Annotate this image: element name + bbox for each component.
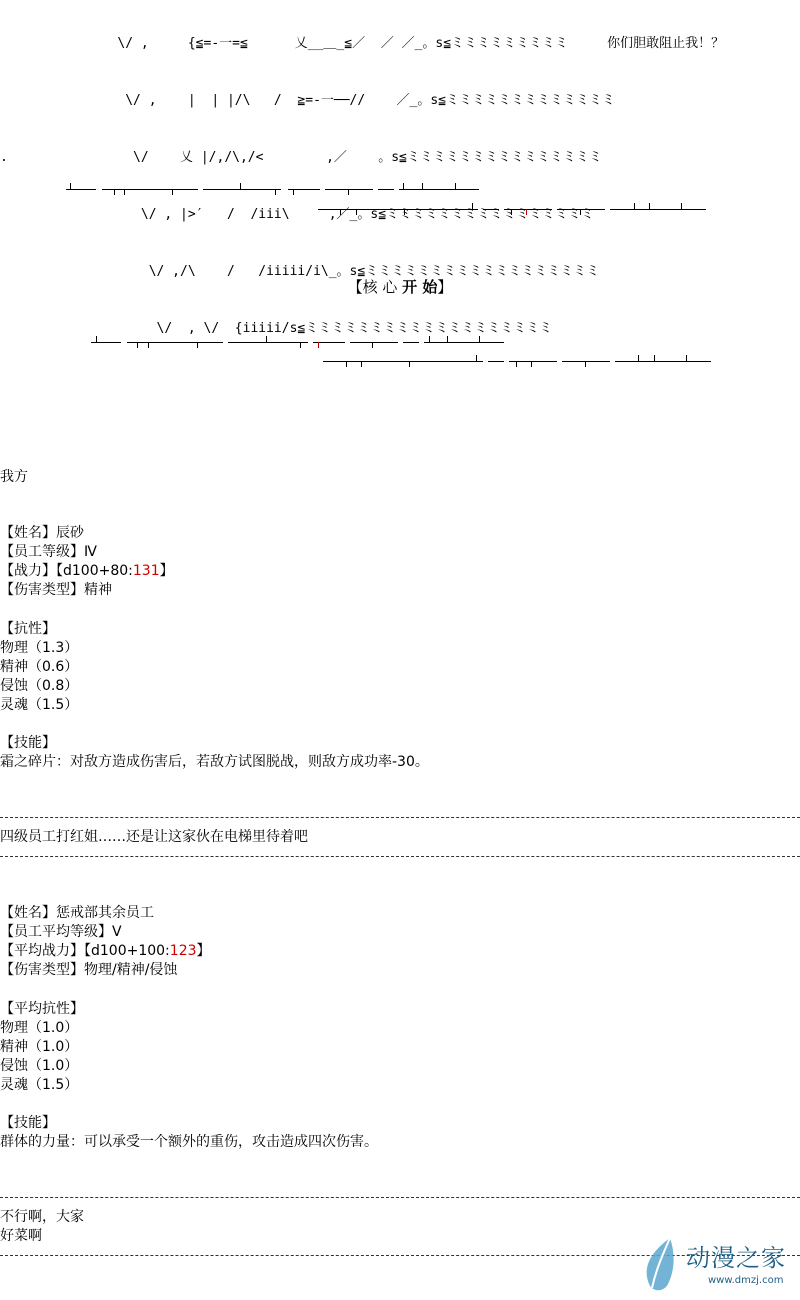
ally-power-label: 【战力】 — [0, 563, 56, 579]
ally-power-row — [0, 562, 174, 581]
ally-level: Ⅳ — [84, 544, 97, 560]
ascii-art-line: \/ , |>′ / /iii\ ,／_。s≦ミミミミミミミミミミミミミミミミ — [0, 207, 595, 222]
dashed-divider — [0, 817, 800, 818]
banner-start: 开 始 — [402, 278, 438, 296]
core-start-banner — [0, 277, 800, 297]
dashed-divider — [0, 856, 800, 857]
ally-skill-title: 【技能】 — [0, 735, 56, 751]
banner-close: 】 — [437, 278, 453, 296]
ascii-art-line: \/ , | | |/\ / ≧=-一──// ／_。s≦ミミミミミミミミミミミミミ — [0, 93, 615, 108]
ally-skill: 霜之碎片：对敌方造成伤害后，若敌方试图脱战，则敌方成功率-30。 — [0, 754, 429, 770]
enemy-name-row — [0, 904, 154, 923]
ascii-art-line: \/ ,/\ / /iiiii/i\_。s≦ミミミミミミミミミミミミミミミミミミ — [0, 264, 600, 279]
dashed-divider — [0, 1197, 800, 1198]
enemy-resist-item: 精神（1.0） — [0, 1039, 79, 1055]
enemy-power-row — [0, 942, 211, 961]
enemy-name: 惩戒部其余员工 — [56, 905, 154, 921]
comment-2-line-2: 好菜啊 — [0, 1228, 42, 1244]
enemy-power-label: 【平均战力】 — [0, 943, 84, 959]
banner-open: 【 — [347, 278, 363, 296]
ascii-art-line: \/ , {≦=‐一=≦ 乂__＿_≦／ ／ ／_。s≦ミミミミミミミミミ 你们胆敢阻止我！？ — [0, 36, 725, 51]
ascii-art-line: \/ , \/ {iiiii/s≦ミミミミミミミミミミミミミミミミミミミ — [0, 321, 553, 336]
ally-damage-type: 精神 — [84, 582, 112, 598]
banner-core: 核 心 — [362, 278, 403, 296]
ally-resist-item: 侵蚀（0.8） — [0, 678, 79, 694]
enemy-skill: 群体的力量：可以承受一个额外的重伤，攻击造成四次伤害。 — [0, 1134, 378, 1150]
enemy-power-value: 123 — [169, 943, 197, 959]
enemy-level-label: 【员工平均等级】 — [0, 924, 112, 940]
ascii-art-line: . \/ 乂 |/,/\,/< ,／ 。s≦ミミミミミミミミミミミミミミミ — [0, 150, 602, 165]
enemy-level: Ⅴ — [112, 924, 122, 940]
watermark-text: 动漫之家 — [686, 1244, 786, 1272]
comment-2-line-1: 不行啊，大家 — [0, 1209, 84, 1225]
ally-damage-row — [0, 581, 112, 600]
enemy-name-label: 【姓名】 — [0, 905, 56, 921]
ascii-art — [0, 0, 800, 357]
comment-1: 四级员工打红姐……还是让这家伙在电梯里待着吧 — [0, 829, 308, 845]
ally-resist-item: 灵魂（1.5） — [0, 697, 79, 713]
ally-name: 辰砂 — [56, 525, 84, 541]
watermark-url: www.dmzj.com — [708, 1275, 784, 1286]
enemy-damage-label: 【伤害类型】 — [0, 962, 84, 978]
ally-resist-item: 物理（1.3） — [0, 640, 79, 656]
enemy-resist-item: 灵魂（1.5） — [0, 1077, 79, 1093]
enemy-power-roll: 【d100+100: — [84, 943, 170, 959]
dmzj-watermark — [640, 1234, 800, 1296]
enemy-resist-item: 侵蚀（1.0） — [0, 1058, 79, 1074]
enemy-damage-row — [0, 961, 177, 980]
ally-power-roll: 【d100+80: — [56, 563, 133, 579]
enemy-damage-type: 物理/精神/侵蚀 — [84, 962, 178, 978]
ally-side-label: 我方 — [0, 469, 28, 485]
enemy-resist-title: 【平均抗性】 — [0, 1001, 84, 1017]
enemy-resist-item: 物理（1.0） — [0, 1020, 79, 1036]
ally-power-close: 】 — [159, 563, 174, 579]
enemy-power-close: 】 — [196, 943, 211, 959]
ally-resist-title: 【抗性】 — [0, 621, 56, 637]
enemy-skill-title: 【技能】 — [0, 1115, 56, 1131]
enemy-level-row — [0, 923, 122, 942]
ally-resist-item: 精神（0.6） — [0, 659, 79, 675]
ally-name-row — [0, 524, 84, 543]
ally-name-label: 【姓名】 — [0, 525, 56, 541]
ally-damage-label: 【伤害类型】 — [0, 582, 84, 598]
ally-level-row — [0, 543, 97, 562]
leaf-logo-icon — [640, 1236, 684, 1294]
ally-power-value: 131 — [132, 563, 160, 579]
ally-level-label: 【员工等级】 — [0, 544, 84, 560]
